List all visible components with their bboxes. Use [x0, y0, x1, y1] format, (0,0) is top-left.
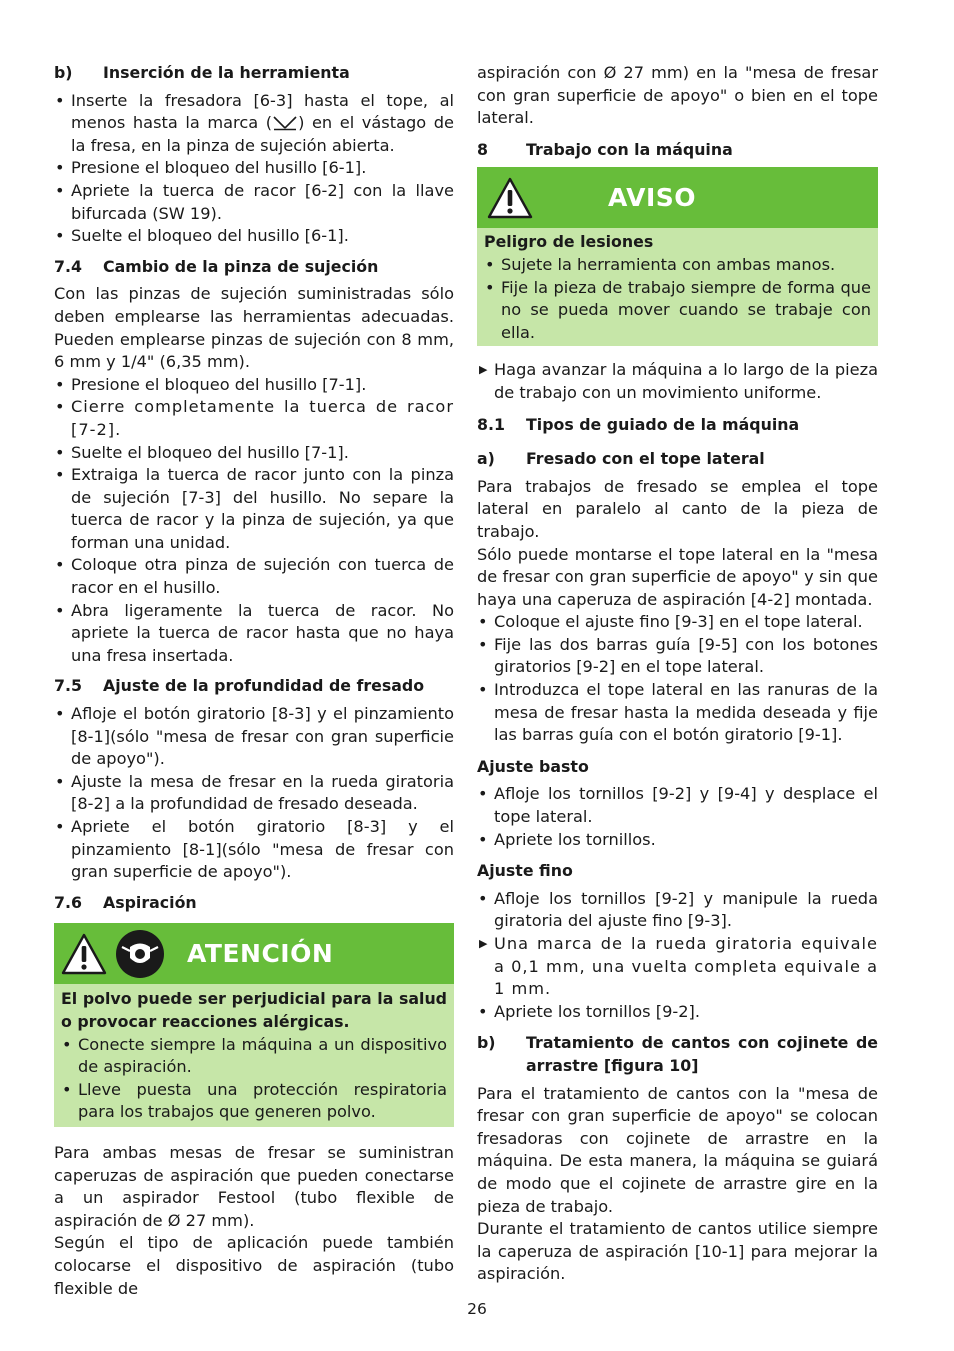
list-item: • Sujete la herramienta con ambas manos.	[484, 254, 871, 277]
list-item: • Lleve puesta una protección respiratoria para los trabajos que generen polvo.	[61, 1079, 447, 1124]
section-title: Tipos de guiado de la máquina	[526, 414, 800, 434]
section-title: Ajuste fino	[477, 861, 573, 881]
list-item: • Presione el bloqueo del husillo [7-1].	[54, 374, 454, 397]
atencion-title: ATENCIÓN	[187, 938, 334, 968]
warning-triangle-icon	[60, 932, 108, 976]
aviso-list	[484, 254, 871, 344]
paragraph: Para el tratamiento de cantos con la "mesa de fresar con gran superficie de apoyo" se colocan fresadoras con cojinete de arrastre en la máquina. De esta manera, la máquina se guiará de modo que el cojinete de arrastre gire en la pieza de trabajo.	[477, 1083, 878, 1216]
atencion-body	[54, 984, 454, 1127]
warning-triangle-icon	[486, 176, 534, 220]
section-title: Trabajo con la máquina	[526, 139, 733, 159]
fino-list	[477, 888, 878, 1024]
paragraph: Para trabajos de fresado se emplea el tope lateral en paralelo al canto de la pieza de trabajo.	[477, 476, 878, 541]
list-item: • Ajuste la mesa de fresar en la rueda giratoria [8-2] a la profundidad de fresado deseada.	[54, 771, 454, 816]
list-item: • Fije las dos barras guía [9-5] con los botones giratorios [9-2] en el tope lateral.	[477, 634, 878, 679]
list-item: • Afloje los tornillos [9-2] y manipule la rueda giratoria del ajuste fino [9-3].	[477, 888, 878, 933]
list-item: • Extraiga la tuerca de racor junto con la pinza de sujeción [7-3] del husillo. No separe la tuerca de racor y la pinza de sujeción, ya que forman una unidad.	[54, 464, 454, 554]
basto-list	[477, 783, 878, 851]
list-item: • Fije la pieza de trabajo siempre de forma que no se pueda mover cuando se trabaje con ella.	[484, 277, 871, 345]
section-number: a)	[477, 449, 495, 469]
aviso-heading: Peligro de lesiones	[484, 232, 654, 252]
list-item: • Afloje los tornillos [9-2] y [9-4] y desplace el tope lateral.	[477, 783, 878, 828]
section-number: b)	[477, 1033, 496, 1053]
list-item: • Suelte el bloqueo del husillo [6-1].	[54, 225, 454, 248]
avance-list	[477, 359, 878, 404]
list-item: • Apriete la tuerca de racor [6-2] con la llave bifurcada (SW 19).	[54, 180, 454, 225]
section-number: 7.4	[54, 256, 82, 276]
heading-7-6	[54, 892, 454, 915]
heading-b-insercion	[54, 62, 454, 85]
heading-ajuste-fino	[477, 860, 878, 883]
list-item: • Suelte el bloqueo del husillo [7-1].	[54, 442, 454, 465]
heading-8	[477, 139, 878, 162]
heading-a-tope-lateral	[477, 448, 878, 471]
respirator-mask-icon	[115, 929, 165, 979]
atencion-list	[61, 1034, 447, 1124]
section-title: Ajuste basto	[477, 756, 589, 776]
instruction-item: ▶ Una marca de la rueda giratoria equivale a 0,1 mm, una vuelta completa equivale a 1 mm.	[477, 933, 878, 1001]
tope-lateral-list	[477, 611, 878, 747]
right-column	[477, 62, 878, 1286]
atencion-heading: El polvo puede ser perjudicial para la salud o provocar reacciones alérgicas.	[61, 989, 447, 1031]
list-item: • Conecte siempre la máquina a un dispositivo de aspiración.	[61, 1034, 447, 1079]
list-item: • Coloque otra pinza de sujeción con tuerca de racor en el husillo.	[54, 554, 454, 599]
heading-7-4	[54, 256, 454, 279]
section-title: Ajuste de la profundidad de fresado	[103, 676, 425, 696]
paragraph: Sólo puede montarse el tope lateral en la "mesa de fresar con gran superficie de apoyo" y sin que haya una caperuza de aspiración [4-2] montada.	[477, 544, 878, 609]
aviso-header	[477, 167, 878, 228]
profundidad-list	[54, 703, 454, 884]
page-number: 26	[467, 1300, 487, 1318]
paragraph: Para ambas mesas de fresar se suministran caperuzas de aspiración que pueden conectarse a un aspirador Festool (tubo flexible de aspiración de Ø 27 mm).	[54, 1142, 454, 1230]
left-column	[54, 62, 454, 1300]
section-title: Cambio de la pinza de sujeción	[103, 256, 379, 276]
insertion-mark-icon	[272, 115, 298, 131]
atencion-header	[54, 923, 454, 984]
section-title: Tratamiento de cantos con cojinete de arrastre [figura 10]	[526, 1033, 878, 1075]
aviso-warning-box	[477, 167, 878, 346]
paragraph: Durante el tratamiento de cantos utilice siempre la caperuza de aspiración [10-1] para mejorar la aspiración.	[477, 1219, 878, 1284]
paragraph: Según el tipo de aplicación puede también colocarse el dispositivo de aspiración (tubo flexible de	[54, 1233, 454, 1298]
atencion-warning-box	[54, 923, 454, 1127]
section-number: b)	[54, 63, 73, 82]
list-item: • Cierre completamente la tuerca de racor [7-2].	[54, 396, 454, 441]
section-number: 7.6	[54, 892, 82, 912]
heading-8-1	[477, 414, 878, 437]
list-item: • Abra ligeramente la tuerca de racor. No apriete la tuerca de racor hasta que no haya una fresa insertada.	[54, 600, 454, 668]
list-item-text: ) en el vástago de la fresa, en la pinza de sujeción abierta.	[71, 113, 455, 155]
insercion-list	[54, 90, 454, 248]
section-number: 8.1	[477, 414, 505, 434]
aviso-body	[477, 228, 878, 346]
aviso-title: AVISO	[608, 182, 697, 212]
section-number: 8	[477, 139, 488, 159]
section-title: Fresado con el tope lateral	[526, 449, 765, 469]
list-item: • Apriete los tornillos [9-2].	[477, 1001, 878, 1024]
paragraph: Con las pinzas de sujeción suministradas sólo deben emplearse las herramientas adecuadas. Pueden emplearse pinzas de sujeción con 8 mm, 6 mm y 1/4" (6,35 mm).	[54, 284, 454, 372]
heading-ajuste-basto	[477, 756, 878, 779]
section-title: Inserción de la herramienta	[103, 63, 350, 82]
section-title: Aspiración	[103, 892, 197, 912]
list-item: • Apriete los tornillos.	[477, 829, 878, 852]
heading-7-5	[54, 675, 454, 698]
pinza-list	[54, 374, 454, 668]
list-item: • Apriete el botón giratorio [8-3] y el pinzamiento [8-1](sólo "mesa de fresar con gran superficie de apoyo").	[54, 816, 454, 884]
paragraph: aspiración con Ø 27 mm) en la "mesa de fresar con gran superficie de apoyo" o bien en el tope lateral.	[477, 63, 878, 128]
list-item: • Introduzca el tope lateral en las ranuras de la mesa de fresar hasta la medida deseada y fije las barras guía con el botón giratorio [9-1].	[477, 679, 878, 747]
list-item-text: Inserte la fresadora [6-3] hasta el tope, al menos hasta la marca (	[71, 90, 454, 133]
section-number: 7.5	[54, 676, 82, 696]
instruction-item: ▶ Haga avanzar la máquina a lo largo de la pieza de trabajo con un movimiento uniforme.	[477, 359, 878, 404]
list-item: • Afloje el botón giratorio [8-3] y el pinzamiento [8-1](sólo "mesa de fresar con gran superficie de apoyo").	[54, 703, 454, 771]
list-item: • Coloque el ajuste fino [9-3] en el tope lateral.	[477, 611, 878, 634]
heading-b-cantos	[477, 1032, 878, 1077]
list-item	[54, 90, 454, 158]
list-item: • Presione el bloqueo del husillo [6-1].	[54, 157, 454, 180]
